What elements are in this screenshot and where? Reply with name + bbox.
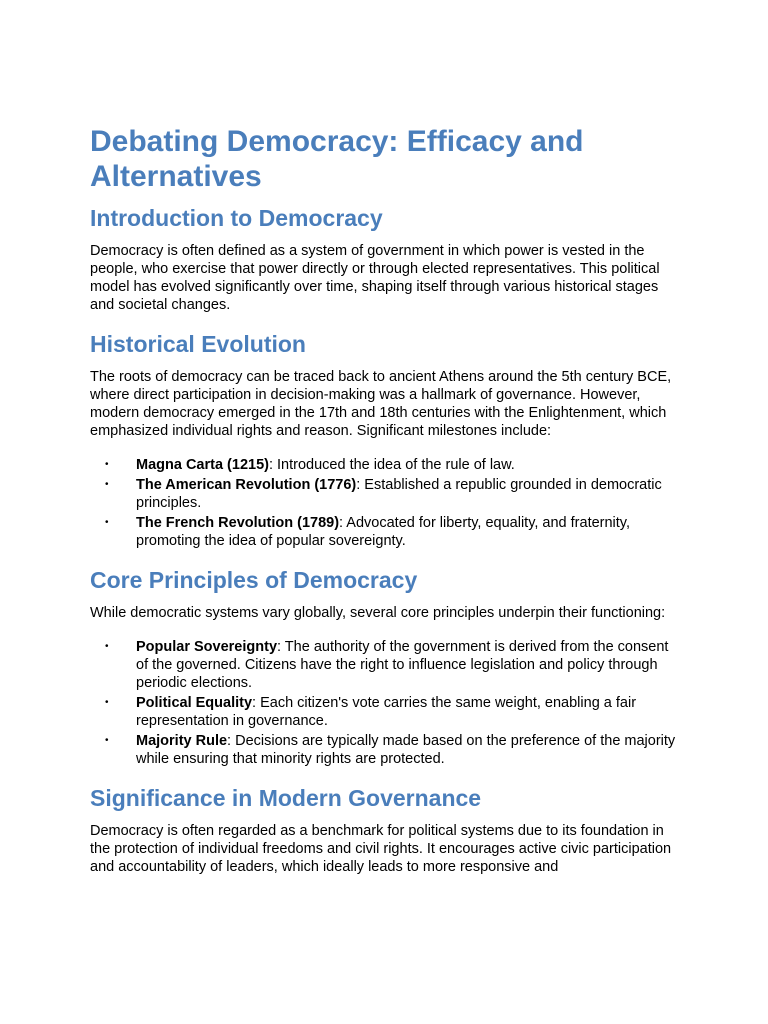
milestones-list (90, 456, 680, 550)
list-item-term: The American Revolution (1776) (136, 477, 357, 493)
document-page (90, 124, 680, 892)
section-paragraph: The roots of democracy can be traced back to ancient Athens around the 5th century BCE, where direct participation in decision-making was a hallmark of governance. However, modern democracy emerged in the 17th and 18th centuries with the Enlightenment, which emphasized individual rights and reason. Significant milestones include: (90, 369, 672, 439)
list-item-term: The French Revolution (1789) (136, 515, 340, 531)
list-item-text: : Advocated for liberty, equality, and fraternity, promoting the idea of popular sovereignty. (136, 515, 631, 549)
bullet-icon: • (105, 459, 109, 470)
list-item-term: Political Equality (136, 695, 253, 711)
list-item-term: Popular Sovereignty (136, 639, 278, 655)
section-significance (90, 784, 680, 876)
list-item-text: : The authority of the government is derived from the consent of the governed. Citizens have the right to influence legislation and policy through periodic elections. (136, 639, 669, 691)
list-item-text: : Decisions are typically made based on the preference of the majority while ensuring that minority rights are protected. (136, 733, 676, 767)
list-item (90, 456, 680, 474)
section-heading: Core Principles of Democracy (90, 567, 418, 593)
list-item (90, 694, 680, 730)
list-item (90, 732, 680, 768)
section-core-principles (90, 566, 680, 768)
bullet-icon: • (105, 479, 109, 490)
list-item-text: : Established a republic grounded in democratic principles. (136, 477, 662, 511)
section-historical-evolution (90, 330, 680, 550)
bullet-icon: • (105, 517, 109, 528)
list-item-term: Majority Rule (136, 733, 228, 749)
list-item (90, 514, 680, 550)
section-paragraph: Democracy is often defined as a system of government in which power is vested in the people, who exercise that power directly or through elected representatives. This political model has evolved significantly over time, shaping itself through various historical stages and societal changes. (90, 243, 660, 313)
list-item-text: : Each citizen's vote carries the same weight, enabling a fair representation in governance. (136, 695, 637, 729)
bullet-icon: • (105, 697, 109, 708)
list-item-term: Magna Carta (1215) (136, 457, 269, 473)
section-heading: Historical Evolution (90, 331, 306, 357)
list-item (90, 638, 680, 692)
section-heading: Significance in Modern Governance (90, 785, 482, 811)
section-paragraph: While democratic systems vary globally, several core principles underpin their functioning: (90, 605, 666, 621)
section-heading: Introduction to Democracy (90, 205, 383, 231)
bullet-icon: • (105, 735, 109, 746)
principles-list (90, 638, 680, 768)
list-item (90, 476, 680, 512)
list-item-text: : Introduced the idea of the rule of law. (268, 457, 515, 473)
section-introduction (90, 204, 680, 314)
document-title: Debating Democracy: Efficacy and Alternatives (90, 125, 584, 193)
bullet-icon: • (105, 641, 109, 652)
section-paragraph: Democracy is often regarded as a benchmark for political systems due to its foundation in the protection of individual freedoms and civil rights. It encourages active civic participation and accountability of leaders, which ideally leads to more responsive and (90, 823, 672, 875)
